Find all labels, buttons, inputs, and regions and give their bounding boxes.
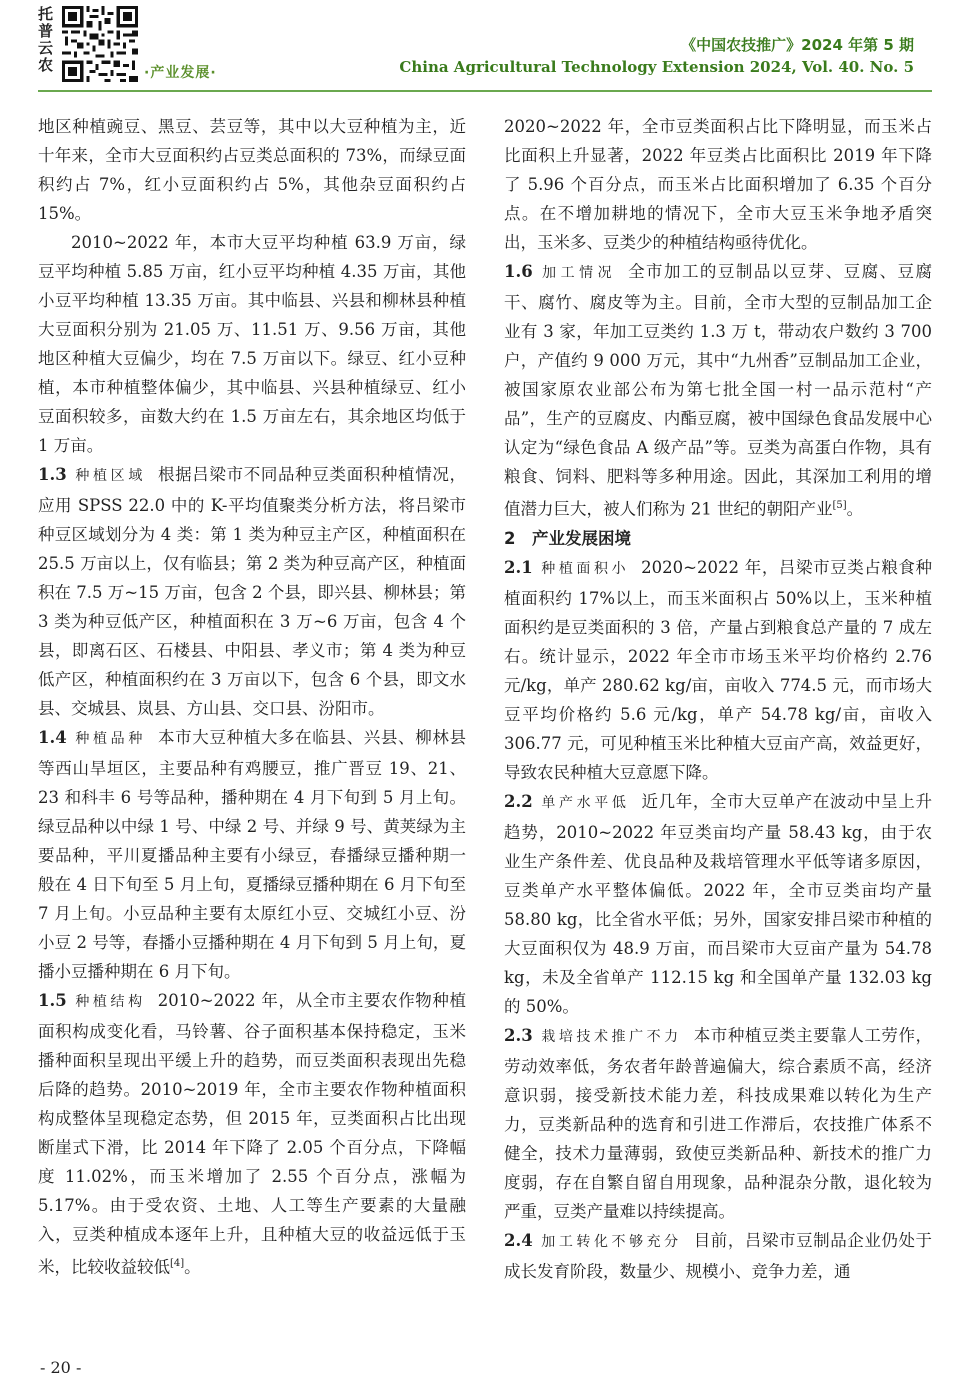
subsection-number: 2.2 (504, 791, 533, 811)
section-tag: ·产业发展· (144, 65, 217, 81)
subsection-title: 加工转化不够充分 (540, 1233, 682, 1250)
subsection-2-4 (504, 1226, 932, 1286)
paragraph: 2010~2022 年，本市大豆平均种植 63.9 万亩，绿豆平均种植 5.85 万亩，红小豆平均种植 4.35 万亩，其他小豆平均种植 13.35 万亩。其中临县、兴县和柳林县种植大豆面积分别为 21.05 万、11.51 万、9.56 万亩，其他地区种植大豆偏少，均在 7.5 万亩以下。绿豆、红小豆种植，本市种植整体偏少，其中临县、兴县种植绿豆、红小豆面积较多，亩数大约在 1.5 万亩左右，其余地区均低于 1 万亩。 (38, 233, 466, 455)
subsection-text: 目前，吕梁市豆制品企业仍处于成长发育阶段，数量少、规模小、竞争力差，通 (504, 1230, 933, 1281)
brand-char: 托 (38, 5, 54, 23)
subsection-2-3 (504, 1021, 932, 1226)
qr-code-icon (62, 6, 138, 82)
subsection-text: 2020~2022 年，吕梁市豆类占粮食种植面积约 17%以上，而玉米面积占 50%以上，玉米种植面积约是豆类面积的 3 倍，产量占到粮食总产量的 7 成左右。统计显示，2022 年全市市场玉米平均价格约 2.76 元/kg，单产 280.62 kg/亩，亩收入 774.5 元，而市场大豆平均价格约 5.6 元/kg，单产 54.78 kg/亩，亩收入 306.77 元，可见种植玉米比种植大豆亩产高，效益更好，导致农民种植大豆意愿下降。 (504, 557, 932, 782)
paragraph: 2020~2022 年，全市豆类面积占比下降明显，而玉米占比面积上升显著，2022 年豆类占比面积比 2019 年下降了 5.96 个百分点，而玉米占比面积增加了 6.35 个百分点。在不增加耕地的情况下，全市大豆玉米争地矛盾突出，玉米多、豆类少的种植结构亟待优化。 (504, 117, 932, 252)
subsection-number: 2.3 (504, 1025, 533, 1045)
subsection-title: 种植面积小 (540, 560, 630, 577)
subsection-title: 种植结构 (74, 994, 146, 1010)
subsection-number: 1.3 (38, 465, 67, 484)
citation-ref: [4] (170, 1258, 185, 1269)
subsection-text: 2010~2022 年，从全市主要农作物种植面积构成变化看，马铃薯、谷子面积基本保持稳定，玉米播种面积呈现出平缓上升的趋势，而豆类面积表现出先稳后降的趋势。2010~2019 年，全市主要农作物种植面积构成整体呈现稳定态势，但 2015 年，豆类面积占比出现断崖式下滑，比 2014 年下降了 2.05 个百分点，下降幅度 11.02%，而玉米增加了 2.55 个百分点，涨幅为 5.17%。由于受农资、土地、人工等生产要素的大量融入，豆类种植成本逐年上升，且种植大豆的收益远低于玉米，比较收益较低 (38, 991, 467, 1277)
subsection-number: 1.6 (504, 262, 533, 281)
subsection-1-3 (38, 460, 466, 723)
subsection-text: 本市大豆种植大多在临县、兴县、柳林县等西山旱垣区，主要品种有鸡腰豆，推广晋豆 19、21、23 和科丰 6 号等品种，播种期在 4 月下旬到 5 月上旬。绿豆品种以中绿 1 号、中绿 2 号、并绿 9 号、黄荚绿为主要品种，平川夏播品种主要有小绿豆，春播绿豆播种期一般在 4 日下旬至 5 月上旬，夏播绿豆播种期在 6 月下旬至 7 月上旬。小豆品种主要有太原红小豆、交城红小豆、汾小豆 2 号等，春播小豆播种期在 4 月下旬到 5 月上旬，夏播小豆播种期在 6 月下旬。 (38, 728, 467, 981)
brand-char: 云 (38, 39, 54, 57)
subsection-text: 本市种植豆类主要靠人工劳作，劳动效率低，务农者年龄普遍偏大，综合素质不高，经济意识弱，接受新技术能力差，科技成果难以转化为生产力，豆类新品种的选育和引进工作滞后，农技推广体系不健全，技术力量薄弱，致使豆类新品种、新技术的推广力度弱，存在自繁自留自用现象，品种混杂分散，退化较为严重，豆类产量难以持续提高。 (504, 1025, 933, 1221)
journal-title-en: China Agricultural Technology Extension 2024, Vol. 40. No. 5 (399, 58, 914, 76)
subsection-2-1 (504, 553, 932, 787)
subsection-number: 1.5 (38, 991, 67, 1010)
citation-ref: [5] (832, 500, 847, 511)
subsection-text: 近几年，全市大豆单产在波动中呈上升趋势，2010~2022 年豆类亩均产量 58.43 kg，由于农业生产条件差、优良品种及栽培管理水平低等诸多原因，豆类单产水平整体偏低。2022 年，全市豆类亩均产量 58.80 kg，比全省水平低；另外，国家安排吕梁市种植的大豆面积仅为 48.9 万亩，而吕梁市大豆亩产量为 54.78 kg，未及全省单产 112.15 kg 和全国单产量 132.03 kg 的 50%。 (504, 791, 933, 1016)
brand-char: 普 (38, 22, 54, 40)
subsection-2-2 (504, 787, 932, 1021)
subsection-title: 栽培技术推广不力 (540, 1028, 682, 1045)
sentence-end: 。 (846, 499, 864, 519)
brand-vertical-text (38, 6, 56, 74)
subsection-1-5 (38, 986, 466, 1282)
subsection-title: 加工情况 (540, 265, 617, 281)
section-heading: 2 产业发展困境 (504, 528, 631, 548)
subsection-number: 1.4 (38, 728, 67, 747)
subsection-1-4 (38, 723, 466, 986)
left-column (38, 112, 466, 1282)
subsection-number: 2.1 (504, 557, 533, 577)
subsection-number: 2.4 (504, 1230, 533, 1250)
sentence-end: 。 (184, 1257, 201, 1277)
page-header (0, 0, 970, 90)
brand-char: 农 (38, 56, 54, 74)
subsection-title: 单产水平低 (540, 794, 630, 811)
page-number: - 20 - (40, 1358, 82, 1377)
paragraph: 地区种植豌豆、黑豆、芸豆等，其中以大豆种植为主，近十年来，全市大豆面积约占豆类总面积的 73%，而绿豆面积约占 7%，红小豆面积约占 5%，其他杂豆面积约占 15%。 (38, 117, 466, 223)
journal-title-cn: 《中国农技推广》2024 年第 5 期 (681, 36, 914, 54)
header-divider (38, 90, 932, 92)
subsection-text: 全市加工的豆制品以豆芽、豆腐、豆腐干、腐竹、腐皮等为主。目前，全市大型的豆制品加工企业有 3 家，年加工豆类约 1.3 万 t，带动农户数约 3 700 户，产值约 9 000 万元，其中“九州香”豆制品加工企业，被国家原农业部公布为第七批全国一村一品示范村“产品”，生产的豆腐皮、内酯豆腐，被中国绿色食品发展中心认定为“绿色食品 A 级产品”等。豆类为高蛋白作物，具有粮食、饲料、肥料等多种用途。因此，其深加工利用的增值潜力巨大，被人们称为 21 世纪的朝阳产业 (504, 262, 933, 519)
subsection-text: 根据吕梁市不同品种豆类面积种植情况，应用 SPSS 22.0 中的 K-平均值聚类分析方法，将吕梁市种豆区域划分为 4 类：第 1 类为种豆主产区，种植面积在 25.5 万亩以上，仅有临县；第 2 类为种豆高产区，种植面积在 7.5 万~15 万亩，包含 2 个县，即兴县、柳林县；第 3 类为种豆低产区，种植面积在 3 万~6 万亩，包含 4 个县，即离石区、石楼县、中阳县、孝义市；第 4 类为种豆低产区，种植面积约在 3 万亩以下，包含 6 个县，即文水县、交城县、岚县、方山县、交口县、汾阳市。 (38, 465, 467, 718)
subsection-title: 种植品种 (74, 731, 146, 747)
subsection-1-6 (504, 257, 932, 524)
right-column (504, 112, 932, 1286)
subsection-title: 种植区域 (74, 468, 146, 484)
